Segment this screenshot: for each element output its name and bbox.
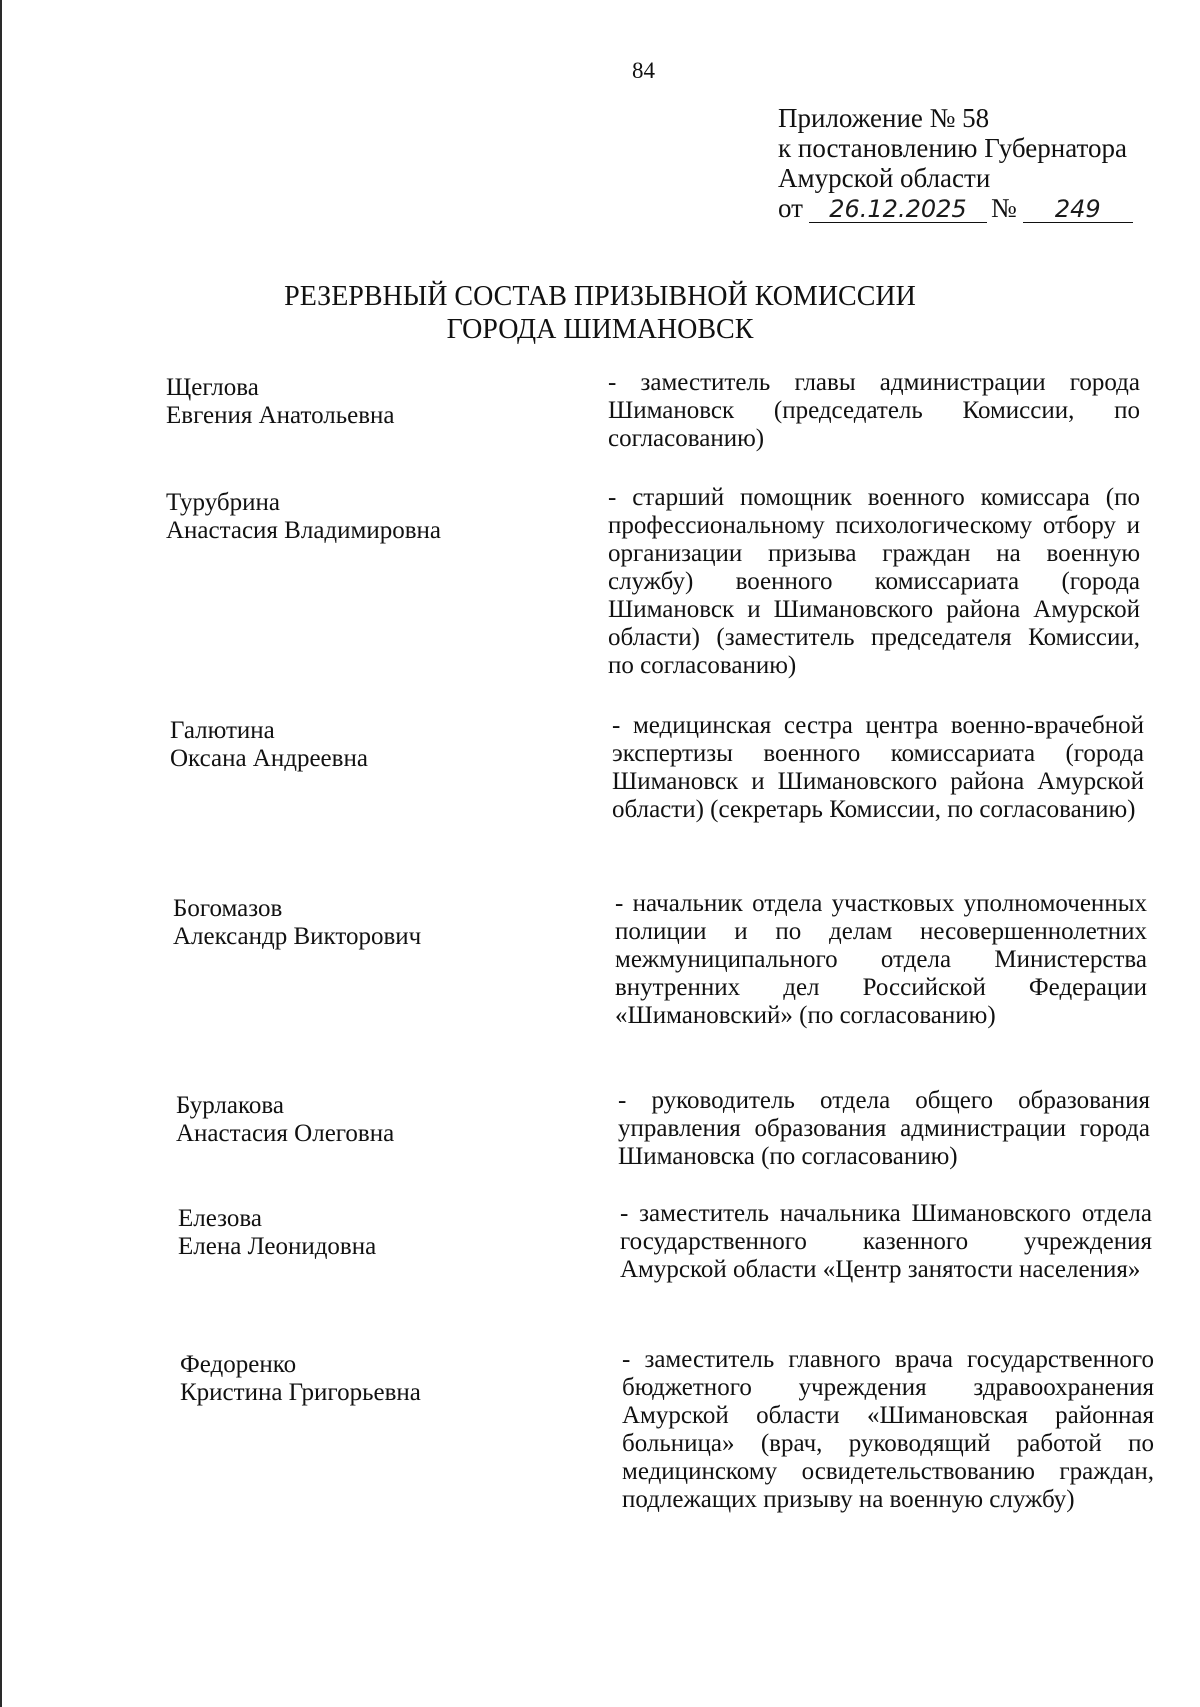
member-name [166,489,546,545]
member-name [178,1205,558,1261]
member-role: - начальник отдела участковых уполномоченных полиции и по делам несовершеннолетних межмуниципального отдела Министерства внутренних дел Российской Федерации «Шимановский» (по согласованию) [615,890,1147,1029]
page-number: 84 [632,58,655,83]
member-role: - заместитель начальника Шимановского отдела государственного казенного учреждения Амурской области «Центр занятости населения» [620,1200,1152,1283]
handwritten-number: 249 [1023,196,1133,223]
member-given-names: Евгения Анатольевна [166,402,395,429]
member-name [170,717,550,773]
appendix-decree-line: к постановлению Губернатора [778,133,1127,163]
appendix-number-line: Приложение № 58 [778,103,990,133]
member-surname: Турубрина [166,489,280,516]
member-role: - заместитель главного врача государственного бюджетного учреждения здравоохранения Амурской области «Шимановская районная больница» (врач, руководящий работой по медицинскому освидетельствованию граждан, подлежащих призыву на военную службу) [622,1346,1154,1513]
date-prefix: от [778,193,803,223]
appendix-header [778,103,1138,223]
title-line-2: ГОРОДА ШИМАНОВСК [446,314,754,345]
appendix-region-line: Амурской области [778,163,991,193]
member-surname: Щеглова [166,374,259,401]
member-surname: Богомазов [173,895,283,922]
page-scan-edge [0,0,2,1707]
appendix-date-number-line [778,193,1138,223]
member-name [173,895,553,951]
handwritten-date: 26.12.2025 [809,196,987,223]
member-given-names: Елена Леонидовна [178,1233,377,1260]
member-given-names: Кристина Григорьевна [180,1379,421,1406]
title-line-1: РЕЗЕРВНЫЙ СОСТАВ ПРИЗЫВНОЙ КОМИССИИ [284,281,916,312]
document-title [250,280,950,346]
member-given-names: Анастасия Владимировна [166,517,441,544]
member-role: - заместитель главы администрации города Шимановск (председатель Комиссии, по согласованию) [608,369,1140,452]
number-prefix: № [990,193,1017,223]
member-name [176,1092,556,1148]
member-name [180,1351,560,1407]
member-given-names: Оксана Андреевна [170,745,368,772]
member-given-names: Александр Викторович [173,923,422,950]
member-role: - медицинская сестра центра военно-врачебной экспертизы военного комиссариата (города Шимановск и Шимановского района Амурской области) (секретарь Комиссии, по согласованию) [612,712,1144,823]
member-given-names: Анастасия Олеговна [176,1120,395,1147]
member-surname: Елезова [178,1205,262,1232]
member-role: - старший помощник военного комиссара (по профессиональному психологическому отбору и организации призыва граждан на военную службу) военного комиссариата (города Шимановск и Шимановского района Амурской области) (заместитель председателя Комиссии, по согласованию) [608,484,1140,679]
member-surname: Федоренко [180,1351,297,1378]
member-surname: Бурлакова [176,1092,284,1119]
member-role: - руководитель отдела общего образования управления образования администрации города Шимановска (по согласованию) [618,1087,1150,1170]
member-surname: Галютина [170,717,275,744]
member-name [166,374,546,430]
